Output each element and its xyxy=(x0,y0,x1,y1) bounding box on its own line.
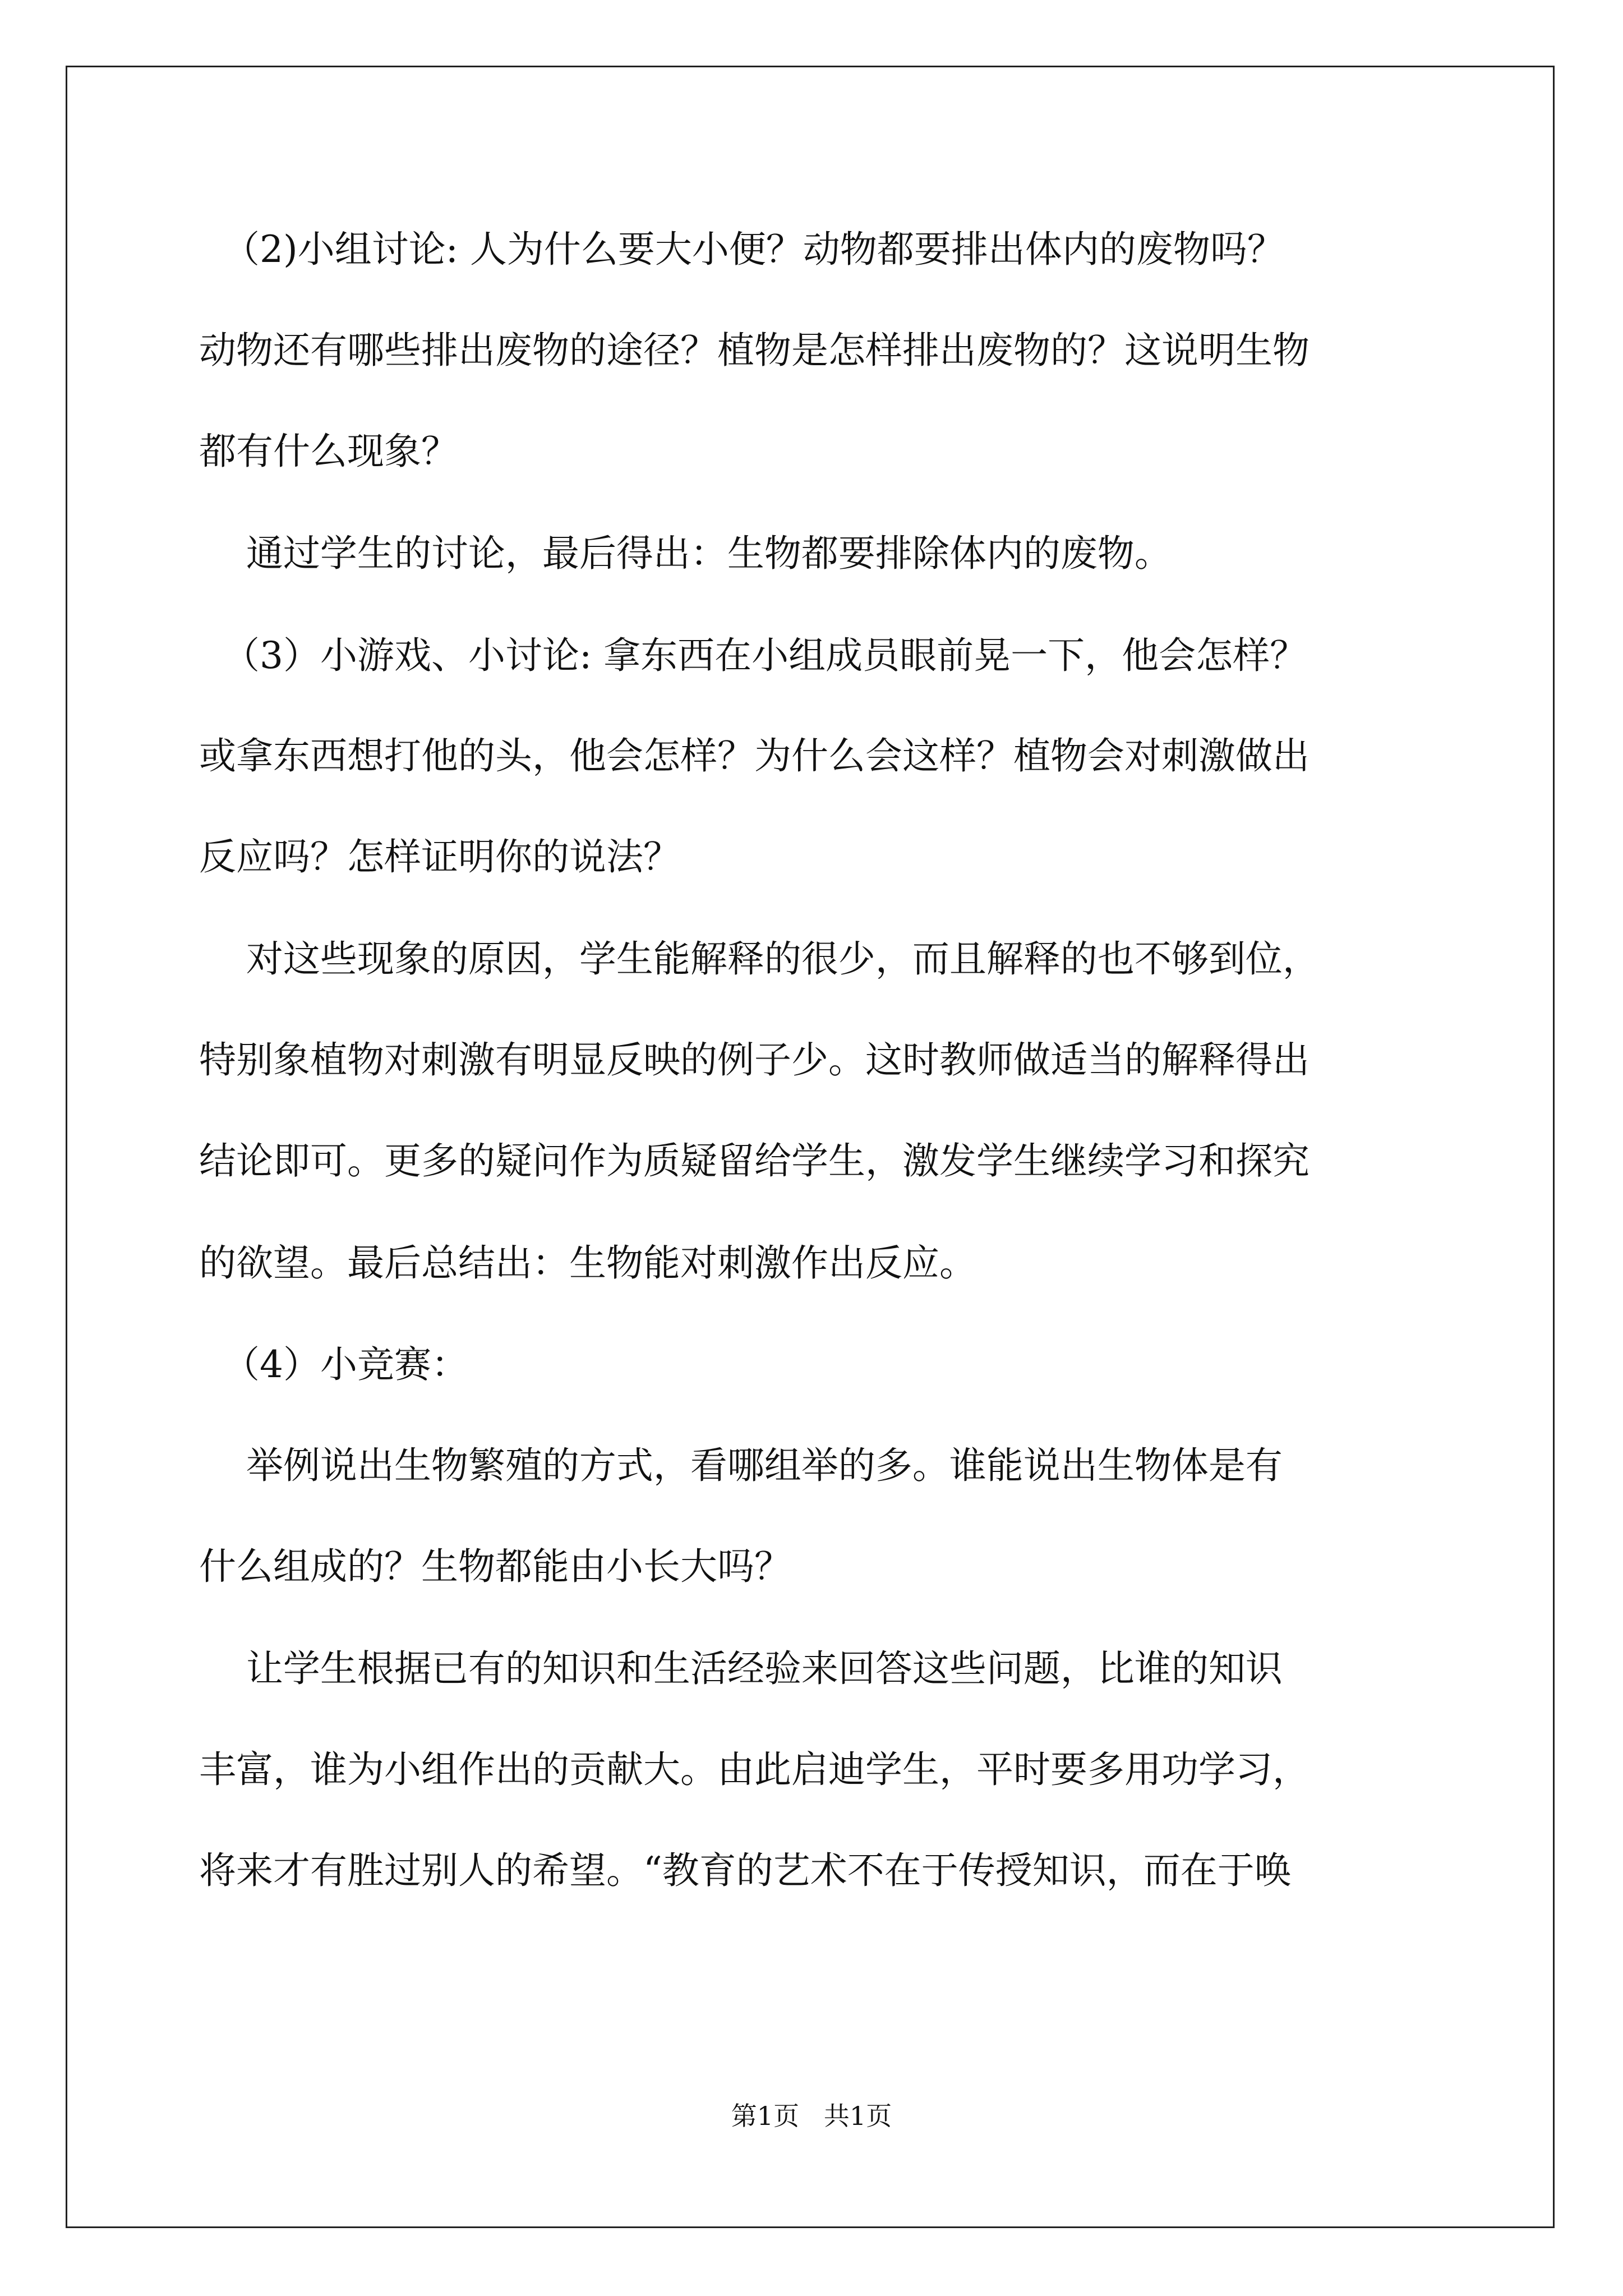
text-line: 特别象植物对刺激有明显反映的例子少。这时教师做适当的解释得出 xyxy=(199,1038,1310,1082)
text-line: 动物还有哪些排出废物的途径？植物是怎样排出废物的？这说明生物 xyxy=(199,329,1310,372)
text-line: 丰富，谁为小组作出的贡献大。由此启迪学生，平时要多用功学习， xyxy=(199,1748,1310,1791)
text-line: 或拿东西想打他的头，他会怎样？为什么会这样？植物会对刺激做出 xyxy=(199,734,1310,777)
text-line: 将来才有胜过别人的希望。“教育的艺术不在于传授知识，而在于唤 xyxy=(199,1849,1292,1892)
text-line: 什么组成的？生物都能由小长大吗？ xyxy=(199,1545,791,1588)
text-line: 举例说出生物繁殖的方式，看哪组举的多。谁能说出生物体是有 xyxy=(199,1444,1283,1487)
text-line: （2)小组讨论: 人为什么要大小便？动物都要排出体内的废物吗？ xyxy=(199,228,1284,271)
text-line: 结论即可。更多的疑问作为质疑留给学生，激发学生继续学习和探究 xyxy=(199,1139,1310,1182)
text-line: 的欲望。最后总结出：生物能对刺激作出反应。 xyxy=(199,1241,976,1285)
text-line: （4）小竞赛： xyxy=(199,1343,468,1386)
text-line: （3）小游戏、小讨论: 拿东西在小组成员眼前晃一下，他会怎样？ xyxy=(199,634,1307,677)
text-line: 反应吗？怎样证明你的说法？ xyxy=(199,835,680,878)
text-line: 对这些现象的原因，学生能解释的很少，而且解释的也不够到位， xyxy=(199,937,1320,981)
text-line: 通过学生的讨论，最后得出：生物都要排除体内的废物。 xyxy=(199,532,1172,575)
page-number: 第1页 共1页 xyxy=(731,2101,892,2131)
text-line: 都有什么现象？ xyxy=(199,430,458,473)
text-line: 让学生根据已有的知识和生活经验来回答这些问题，比谁的知识 xyxy=(199,1647,1283,1690)
